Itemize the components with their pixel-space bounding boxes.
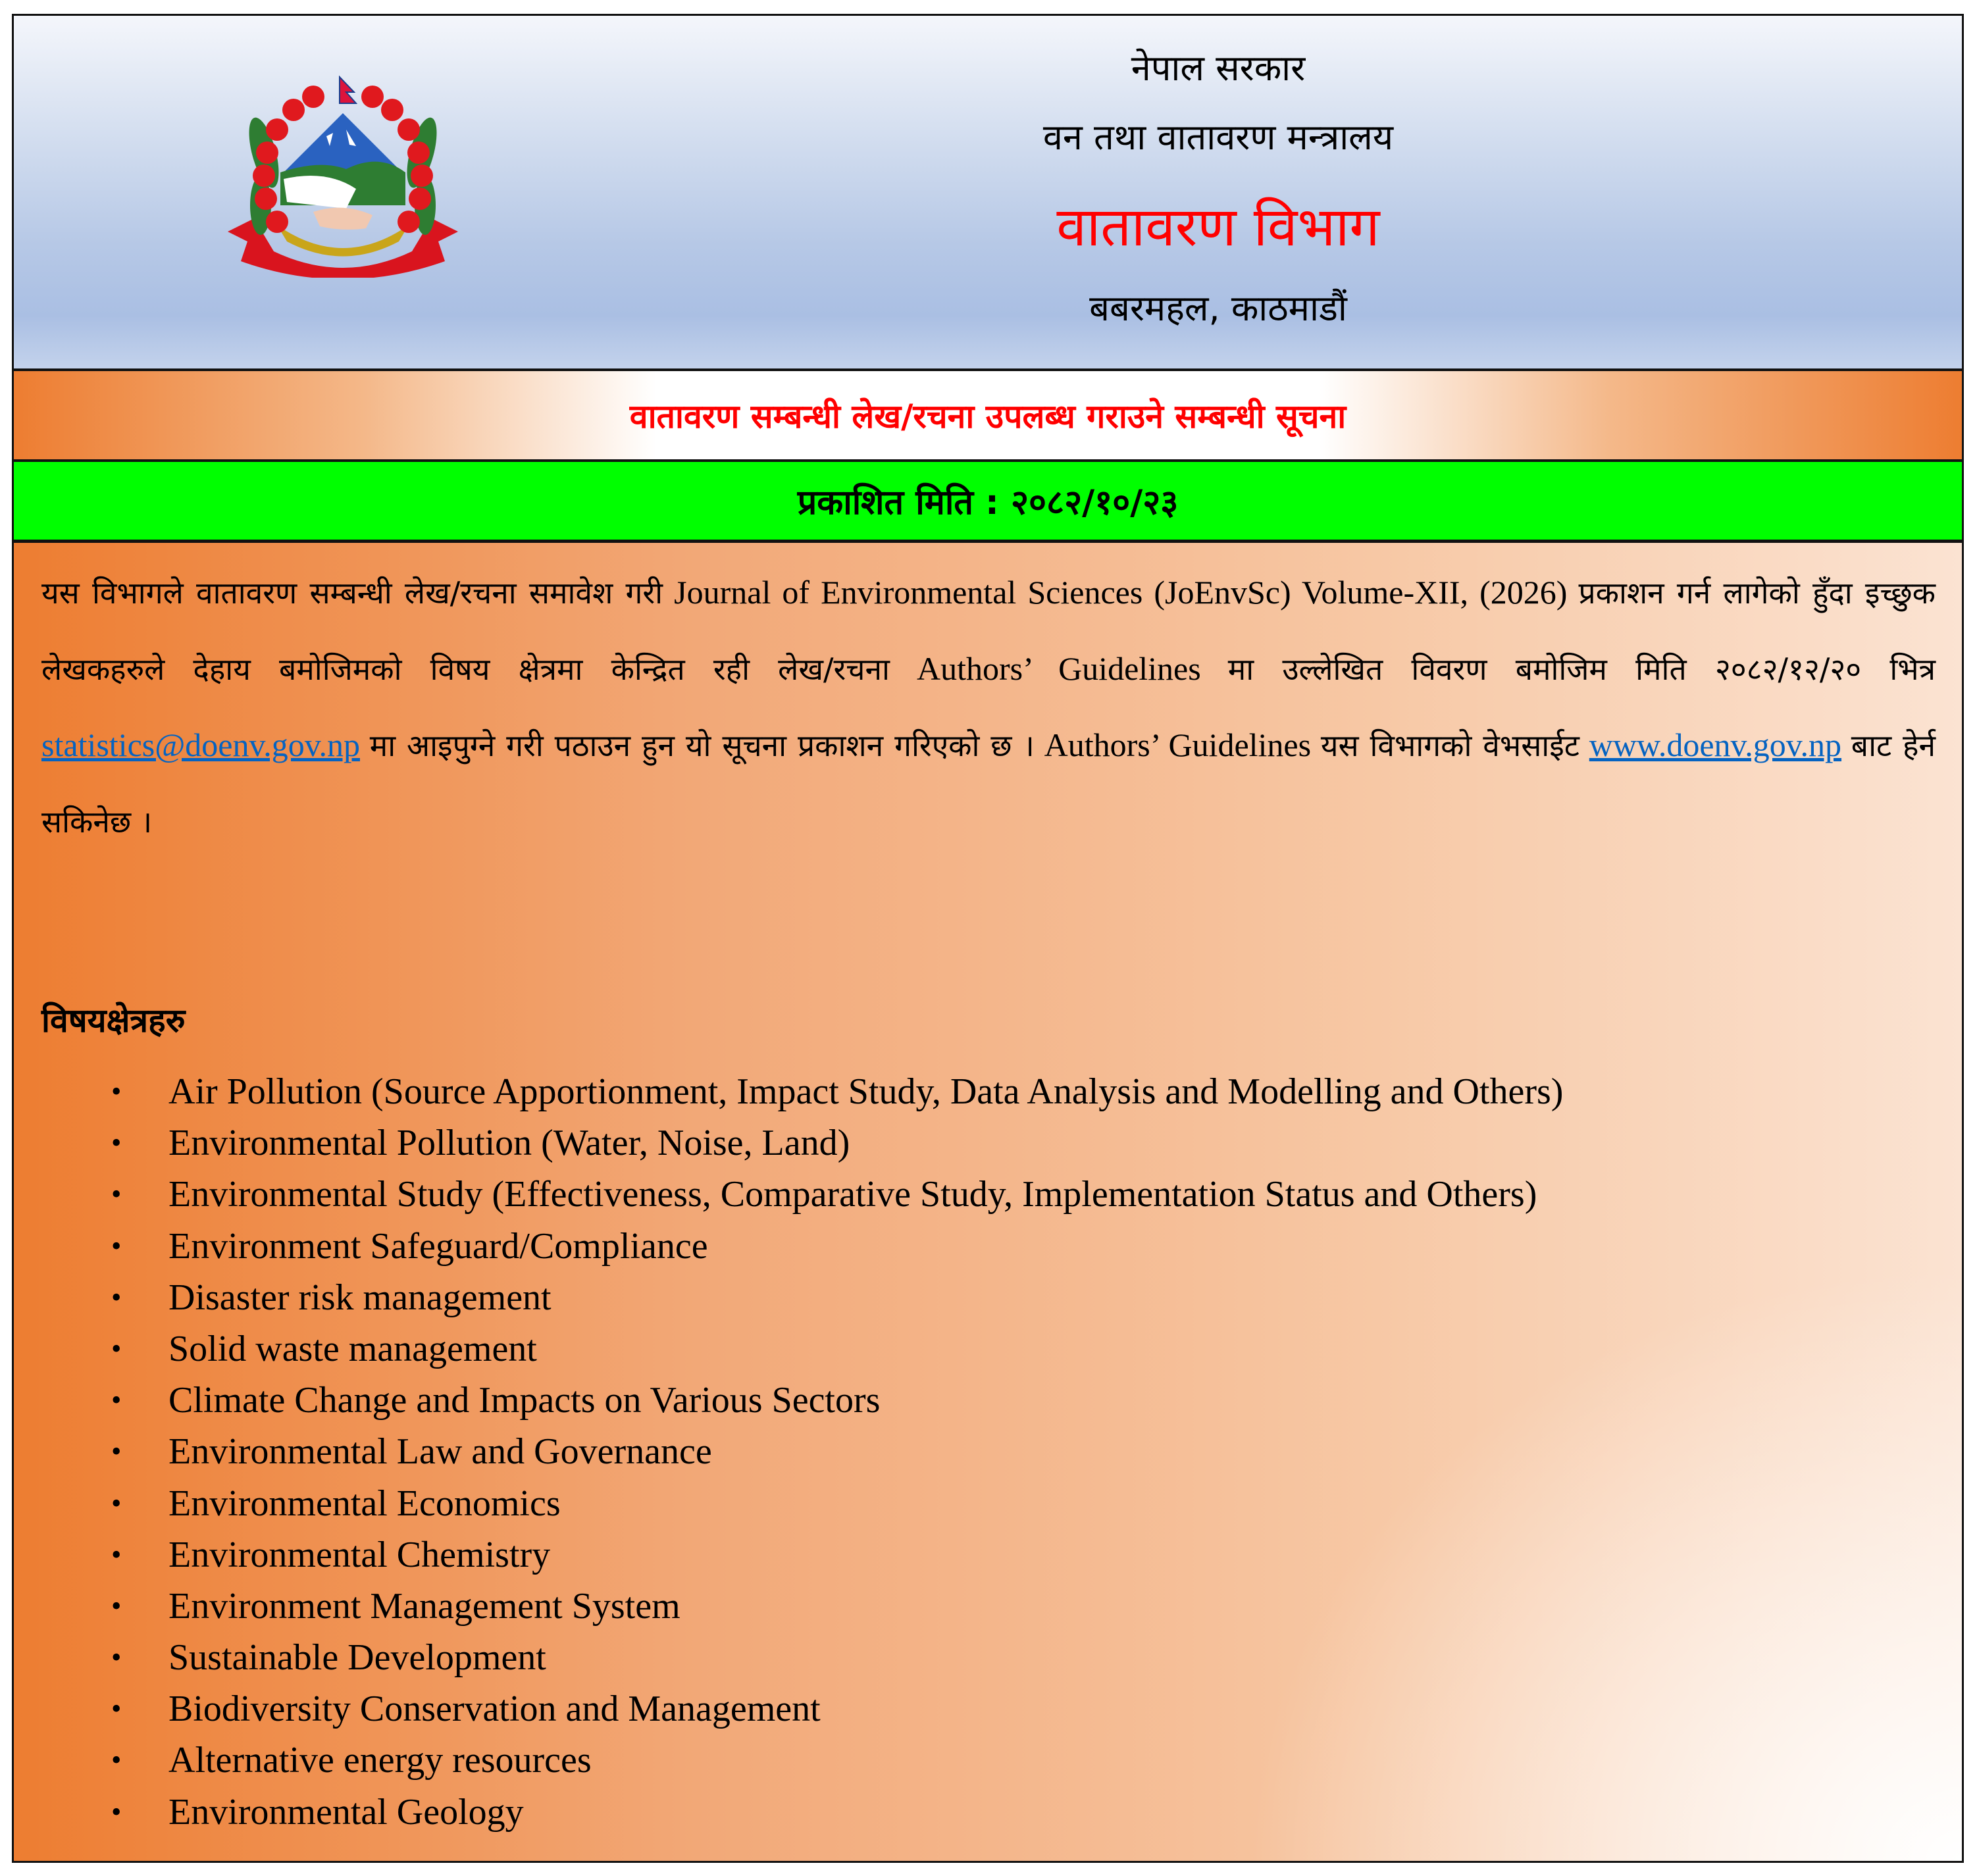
list-item — [14, 1221, 1563, 1272]
bullet-icon: • — [111, 1127, 122, 1159]
bullet-icon: • — [111, 1486, 122, 1519]
list-item-text: Sustainable Development — [168, 1637, 546, 1679]
paragraph-text: यस विभागको वेभसाईट — [1320, 728, 1579, 763]
list-item — [14, 1375, 1563, 1426]
government-name: नेपाल सरकार — [1131, 47, 1306, 89]
notice-title: वातावरण सम्बन्धी लेख/रचना उपलब्ध गराउने सम्बन्धी सूचना — [629, 397, 1347, 436]
list-item — [14, 1632, 1563, 1683]
topics-list — [14, 1066, 1563, 1838]
notice-paragraph — [41, 555, 1936, 860]
department-name: वातावरण विभाग — [1056, 196, 1380, 259]
list-item-text: Solid waste management — [168, 1328, 537, 1369]
ministry-name: वन तथा वातावरण मन्त्रालय — [1042, 116, 1394, 158]
bullet-icon: • — [111, 1692, 122, 1725]
published-date — [798, 478, 1179, 524]
bullet-icon: • — [111, 1589, 122, 1622]
list-item-text: Biodiversity Conservation and Management — [168, 1688, 821, 1730]
list-item-text: Environmental Geology — [168, 1791, 524, 1833]
notice-body — [14, 543, 1962, 1861]
bullet-icon: • — [111, 1538, 122, 1571]
authors-guidelines-text: Authors’ Guidelines — [1044, 726, 1312, 763]
list-item — [14, 1117, 1563, 1169]
paragraph-text: मा आइपुग्ने गरी पठाउन हुन यो सूचना प्रकाशन गरिएको छ । — [369, 728, 1035, 763]
journal-name: Journal of Environmental Sciences (JoEnvSc) Volume-XII, (2026) — [674, 574, 1568, 611]
bullet-icon: • — [111, 1332, 122, 1365]
bullet-icon: • — [111, 1229, 122, 1262]
bullet-icon: • — [111, 1744, 122, 1777]
list-item — [14, 1323, 1563, 1375]
list-item — [14, 1066, 1563, 1117]
list-item-text: Environmental Law and Governance — [168, 1431, 712, 1473]
published-date-band — [14, 462, 1962, 543]
list-item-text: Environmental Economics — [168, 1483, 561, 1524]
notice-document — [12, 14, 1964, 1863]
list-item — [14, 1478, 1563, 1529]
department-address: बबरमहल, काठमाडौं — [1089, 288, 1347, 329]
list-item-text: Environmental Study (Effectiveness, Comparative Study, Implementation Status and Others) — [168, 1174, 1537, 1215]
bullet-icon: • — [111, 1795, 122, 1828]
list-item-text: Air Pollution (Source Apportionment, Impact Study, Data Analysis and Modelling and Others) — [168, 1071, 1564, 1112]
email-link[interactable]: statistics@doenv.gov.np — [41, 726, 360, 763]
list-item-text: Environment Management System — [168, 1585, 680, 1627]
bullet-icon: • — [111, 1641, 122, 1674]
list-item — [14, 1735, 1563, 1786]
bullet-icon: • — [111, 1075, 122, 1107]
list-item — [14, 1683, 1563, 1735]
bullet-icon: • — [111, 1280, 122, 1313]
list-item-text: Alternative energy resources — [168, 1740, 592, 1781]
list-item-text: Environment Safeguard/Compliance — [168, 1225, 708, 1267]
list-item-text: Environmental Chemistry — [168, 1534, 551, 1575]
list-item-text: Environmental Pollution (Water, Noise, Land) — [168, 1123, 850, 1164]
published-date-value: २०८२/१०/२३ — [1010, 482, 1179, 522]
list-item — [14, 1581, 1563, 1632]
authors-guidelines-text: Authors’ Guidelines — [916, 650, 1201, 687]
topics-heading: विषयक्षेत्रहरु — [41, 1001, 186, 1040]
header — [14, 16, 1962, 371]
list-item — [14, 1169, 1563, 1220]
list-item — [14, 1426, 1563, 1477]
bullet-icon: • — [111, 1384, 122, 1417]
list-item-text: Climate Change and Impacts on Various Sectors — [168, 1380, 881, 1421]
list-item — [14, 1787, 1563, 1838]
paragraph-text: मा उल्लेखित विवरण बमोजिम मिति २०८२/१२/२० भित्र — [1227, 651, 1936, 687]
paragraph-text: प्रकाशन गर्न लागेको हुँदा इच्छुक लेखकहरुले देहाय बमोजिमको विषय क्षेत्रमा केन्द्रित रही लेख/रचना — [41, 575, 1936, 687]
published-date-label: प्रकाशित मिति : — [797, 482, 999, 522]
website-link[interactable]: www.doenv.gov.np — [1589, 726, 1842, 763]
list-item — [14, 1529, 1563, 1581]
paragraph-text: यस विभागले वातावरण सम्बन्धी लेख/रचना समावेश गरी — [41, 575, 663, 611]
paragraph-text: बाट हेर्न सकिनेछ । — [41, 728, 1936, 840]
nepal-emblem-icon — [215, 74, 471, 278]
list-item — [14, 1272, 1563, 1323]
list-item-text: Disaster risk management — [168, 1277, 552, 1318]
notice-title-band — [14, 371, 1962, 462]
bullet-icon: • — [111, 1435, 122, 1468]
bullet-icon: • — [111, 1178, 122, 1211]
